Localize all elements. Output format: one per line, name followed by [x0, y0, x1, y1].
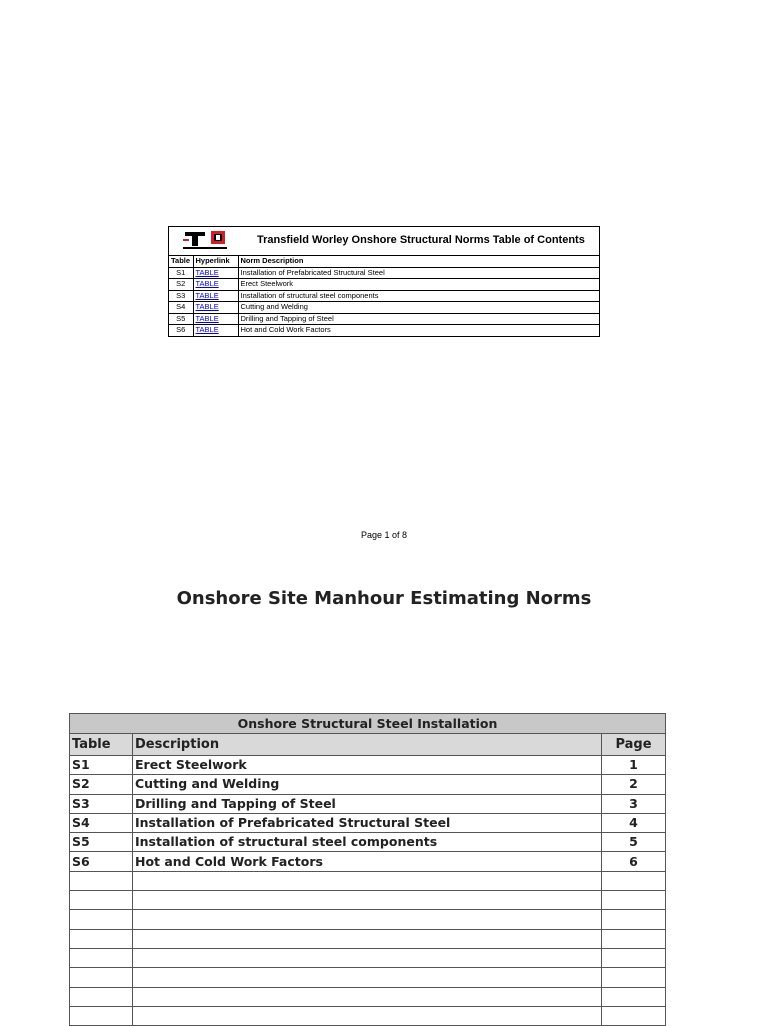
toc-row-link[interactable]: TABLE	[193, 267, 238, 279]
toc-row	[169, 267, 599, 279]
toc-title: Transfield Worley Onshore Structural Norms Table of Contents	[257, 234, 585, 246]
table-row	[70, 987, 666, 1006]
table-banner-row	[70, 714, 666, 734]
toc-table	[168, 226, 600, 337]
col-header-page: Page	[602, 734, 666, 756]
row-page-cell	[602, 910, 666, 929]
table-row	[70, 929, 666, 948]
toc-row-desc: Installation of Prefabricated Structural Steel	[238, 267, 599, 279]
row-table-cell: S2	[70, 775, 133, 794]
table-body	[70, 756, 666, 1026]
toc-row-link[interactable]: TABLE	[193, 302, 238, 314]
row-description-cell	[133, 871, 602, 890]
toc-column-headers	[169, 256, 599, 267]
toc-row-desc: Installation of structural steel components	[238, 290, 599, 302]
row-page-cell	[602, 968, 666, 987]
toc-row	[169, 279, 599, 291]
table-banner: Onshore Structural Steel Installation	[70, 714, 666, 734]
row-table-cell	[70, 871, 133, 890]
row-table-cell	[70, 1006, 133, 1025]
row-table-cell: S1	[70, 756, 133, 775]
row-description-cell: Erect Steelwork	[133, 756, 602, 775]
toc-row-table: S6	[169, 325, 193, 336]
row-table-cell	[70, 968, 133, 987]
row-table-cell: S6	[70, 852, 133, 871]
table-row	[70, 813, 666, 832]
column-header-row	[70, 734, 666, 756]
row-description-cell	[133, 929, 602, 948]
row-page-cell	[602, 1006, 666, 1025]
table-row	[70, 794, 666, 813]
toc-row-table: S4	[169, 302, 193, 314]
toc-row-table: S3	[169, 290, 193, 302]
toc-col-hyperlink: Hyperlink	[193, 256, 238, 267]
toc-row-link[interactable]: TABLE	[193, 290, 238, 302]
row-description-cell	[133, 910, 602, 929]
document-title: Onshore Site Manhour Estimating Norms	[176, 588, 592, 609]
table-row	[70, 910, 666, 929]
row-page-cell: 5	[602, 833, 666, 852]
row-description-cell	[133, 1006, 602, 1025]
row-page-cell: 1	[602, 756, 666, 775]
row-description-cell	[133, 987, 602, 1006]
row-table-cell: S3	[70, 794, 133, 813]
toc-row	[169, 290, 599, 302]
table-row	[70, 871, 666, 890]
toc-row-desc: Cutting and Welding	[238, 302, 599, 314]
toc-row-table: S5	[169, 313, 193, 325]
toc-row-link[interactable]: TABLE	[193, 313, 238, 325]
row-description-cell: Cutting and Welding	[133, 775, 602, 794]
row-page-cell	[602, 891, 666, 910]
toc-row	[169, 313, 599, 325]
toc-col-description: Norm Description	[238, 256, 599, 267]
table-row	[70, 891, 666, 910]
table-row	[70, 968, 666, 987]
toc-row-table: S1	[169, 267, 193, 279]
table-row	[70, 948, 666, 967]
row-page-cell: 2	[602, 775, 666, 794]
col-header-table: Table	[70, 734, 133, 756]
toc-grid	[169, 256, 599, 336]
row-table-cell	[70, 987, 133, 1006]
row-table-cell	[70, 910, 133, 929]
table-row	[70, 833, 666, 852]
row-table-cell	[70, 948, 133, 967]
row-page-cell: 4	[602, 813, 666, 832]
toc-row-table: S2	[169, 279, 193, 291]
row-description-cell: Installation of Prefabricated Structural Steel	[133, 813, 602, 832]
row-page-cell	[602, 929, 666, 948]
row-description-cell	[133, 968, 602, 987]
table-row	[70, 852, 666, 871]
page-number: Page 1 of 8	[360, 530, 408, 540]
toc-row	[169, 325, 599, 336]
toc-header	[169, 227, 599, 256]
row-description-cell: Drilling and Tapping of Steel	[133, 794, 602, 813]
toc-row-link[interactable]: TABLE	[193, 325, 238, 336]
toc-row-desc: Drilling and Tapping of Steel	[238, 313, 599, 325]
table-row	[70, 1006, 666, 1025]
company-logo	[181, 230, 229, 252]
row-table-cell: S4	[70, 813, 133, 832]
toc-row-desc: Hot and Cold Work Factors	[240, 325, 331, 334]
row-description-cell: Hot and Cold Work Factors	[133, 852, 602, 871]
row-description-cell: Installation of structural steel components	[133, 833, 602, 852]
toc-row	[169, 302, 599, 314]
row-table-cell	[70, 929, 133, 948]
toc-row-link[interactable]: TABLE	[193, 279, 238, 291]
col-header-description: Description	[133, 734, 602, 756]
row-page-cell	[602, 948, 666, 967]
table-row	[70, 756, 666, 775]
row-description-cell	[133, 948, 602, 967]
row-description-cell	[133, 891, 602, 910]
row-page-cell: 3	[602, 794, 666, 813]
table-row	[70, 775, 666, 794]
row-page-cell: 6	[602, 852, 666, 871]
norms-index-table	[69, 713, 666, 1026]
toc-col-table: Table	[169, 256, 193, 267]
row-page-cell	[602, 987, 666, 1006]
row-table-cell: S5	[70, 833, 133, 852]
row-page-cell	[602, 871, 666, 890]
toc-row-desc: Erect Steelwork	[238, 279, 599, 291]
row-table-cell	[70, 891, 133, 910]
